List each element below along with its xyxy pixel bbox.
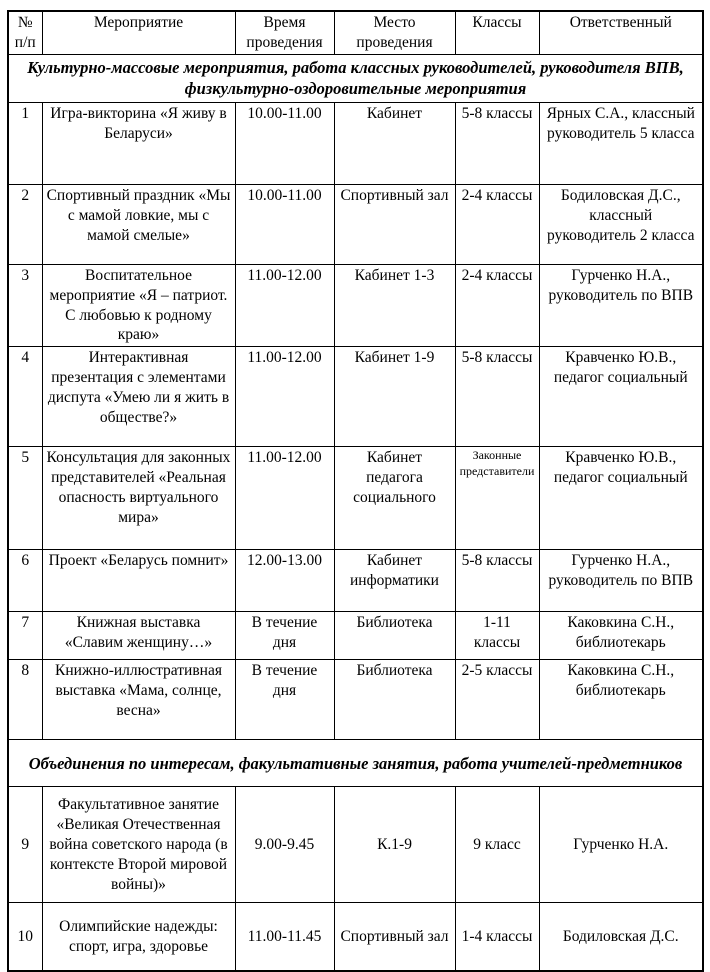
cell-event: Воспитательное мероприятие «Я – патриот. С любовью к родному краю» — [42, 264, 235, 347]
table-row — [8, 447, 703, 550]
cell-place: Кабинет — [334, 102, 455, 184]
cell-event: Спортивный праздник «Мы с мамой ловкие, мы с мамой смелые» — [42, 184, 235, 264]
cell-time: 9.00-9.45 — [235, 787, 334, 903]
cell-classes: 5-8 классы — [455, 347, 539, 447]
cell-place: Кабинет информатики — [334, 550, 455, 612]
cell-responsible: Бодиловская Д.С., классный руководитель 2 класса — [539, 184, 703, 264]
cell-event: Олимпийские надежды: спорт, игра, здоровье — [42, 903, 235, 971]
cell-time: 11.00-11.45 — [235, 903, 334, 971]
cell-place: Спортивный зал — [334, 903, 455, 971]
cell-place: Кабинет 1-3 — [334, 264, 455, 347]
table-row — [8, 102, 703, 184]
cell-time: В течение дня — [235, 612, 334, 660]
cell-event: Книжно-иллюстративная выставка «Мама, солнце, весна» — [42, 660, 235, 740]
cell-event: Книжная выставка «Славим женщину…» — [42, 612, 235, 660]
table-body — [8, 54, 703, 971]
section-title: Культурно-массовые мероприятия, работа классных руководителей, руководителя ВПВ, физкультурно-оздоровительные мероприятия — [8, 54, 703, 102]
section-title: Объединения по интересам, факультативные занятия, работа учителей-предметников — [8, 740, 703, 787]
cell-num: 1 — [8, 102, 42, 184]
cell-time: 11.00-12.00 — [235, 264, 334, 347]
cell-place: Библиотека — [334, 660, 455, 740]
cell-num: 2 — [8, 184, 42, 264]
cell-responsible: Каковкина С.Н., библиотекарь — [539, 660, 703, 740]
header-time: Время проведения — [235, 11, 334, 54]
cell-place: Спортивный зал — [334, 184, 455, 264]
events-schedule-table — [7, 10, 704, 972]
section-row — [8, 740, 703, 787]
cell-time: 10.00-11.00 — [235, 102, 334, 184]
cell-classes: Законные представители — [455, 447, 539, 550]
cell-time: В течение дня — [235, 660, 334, 740]
cell-time: 10.00-11.00 — [235, 184, 334, 264]
cell-responsible: Ярных С.А., классный руководитель 5 класса — [539, 102, 703, 184]
cell-num: 3 — [8, 264, 42, 347]
cell-responsible: Каковкина С.Н., библиотекарь — [539, 612, 703, 660]
cell-time: 11.00-12.00 — [235, 447, 334, 550]
section-row — [8, 54, 703, 102]
cell-responsible: Гурченко Н.А. — [539, 787, 703, 903]
cell-time: 11.00-12.00 — [235, 347, 334, 447]
cell-event: Факультативное занятие «Великая Отечественная война советского народа (в контексте Второй мировой войны)» — [42, 787, 235, 903]
header-place: Место проведения — [334, 11, 455, 54]
cell-place: Библиотека — [334, 612, 455, 660]
cell-event: Интерактивная презентация с элементами диспута «Умею ли я жить в обществе?» — [42, 347, 235, 447]
cell-classes: 5-8 классы — [455, 102, 539, 184]
cell-responsible: Гурченко Н.А., руководитель по ВПВ — [539, 264, 703, 347]
table-row — [8, 184, 703, 264]
cell-classes: 9 класс — [455, 787, 539, 903]
cell-event: Проект «Беларусь помнит» — [42, 550, 235, 612]
cell-place: К.1-9 — [334, 787, 455, 903]
cell-responsible: Гурченко Н.А., руководитель по ВПВ — [539, 550, 703, 612]
header-responsible: Ответственный — [539, 11, 703, 54]
header-row — [8, 11, 703, 54]
cell-event: Игра-викторина «Я живу в Беларуси» — [42, 102, 235, 184]
table-row — [8, 660, 703, 740]
table-row — [8, 264, 703, 347]
header-num: № п/п — [8, 11, 42, 54]
cell-num: 6 — [8, 550, 42, 612]
cell-classes: 2-5 классы — [455, 660, 539, 740]
cell-classes: 5-8 классы — [455, 550, 539, 612]
cell-classes: 2-4 классы — [455, 184, 539, 264]
table-row — [8, 787, 703, 903]
cell-responsible: Бодиловская Д.С. — [539, 903, 703, 971]
table-row — [8, 550, 703, 612]
cell-event: Консультация для законных представителей «Реальная опасность виртуального мира» — [42, 447, 235, 550]
cell-num: 7 — [8, 612, 42, 660]
cell-num: 9 — [8, 787, 42, 903]
table-header — [8, 11, 703, 54]
table-row — [8, 347, 703, 447]
cell-num: 4 — [8, 347, 42, 447]
cell-time: 12.00-13.00 — [235, 550, 334, 612]
table-row — [8, 903, 703, 971]
cell-num: 8 — [8, 660, 42, 740]
cell-num: 5 — [8, 447, 42, 550]
cell-place: Кабинет 1-9 — [334, 347, 455, 447]
cell-responsible: Кравченко Ю.В., педагог социальный — [539, 447, 703, 550]
cell-classes: 1-11 классы — [455, 612, 539, 660]
cell-classes: 2-4 классы — [455, 264, 539, 347]
header-event: Мероприятие — [42, 11, 235, 54]
header-classes: Классы — [455, 11, 539, 54]
cell-num: 10 — [8, 903, 42, 971]
cell-responsible: Кравченко Ю.В., педагог социальный — [539, 347, 703, 447]
table-row — [8, 612, 703, 660]
cell-classes: 1-4 классы — [455, 903, 539, 971]
cell-place: Кабинет педагога социального — [334, 447, 455, 550]
